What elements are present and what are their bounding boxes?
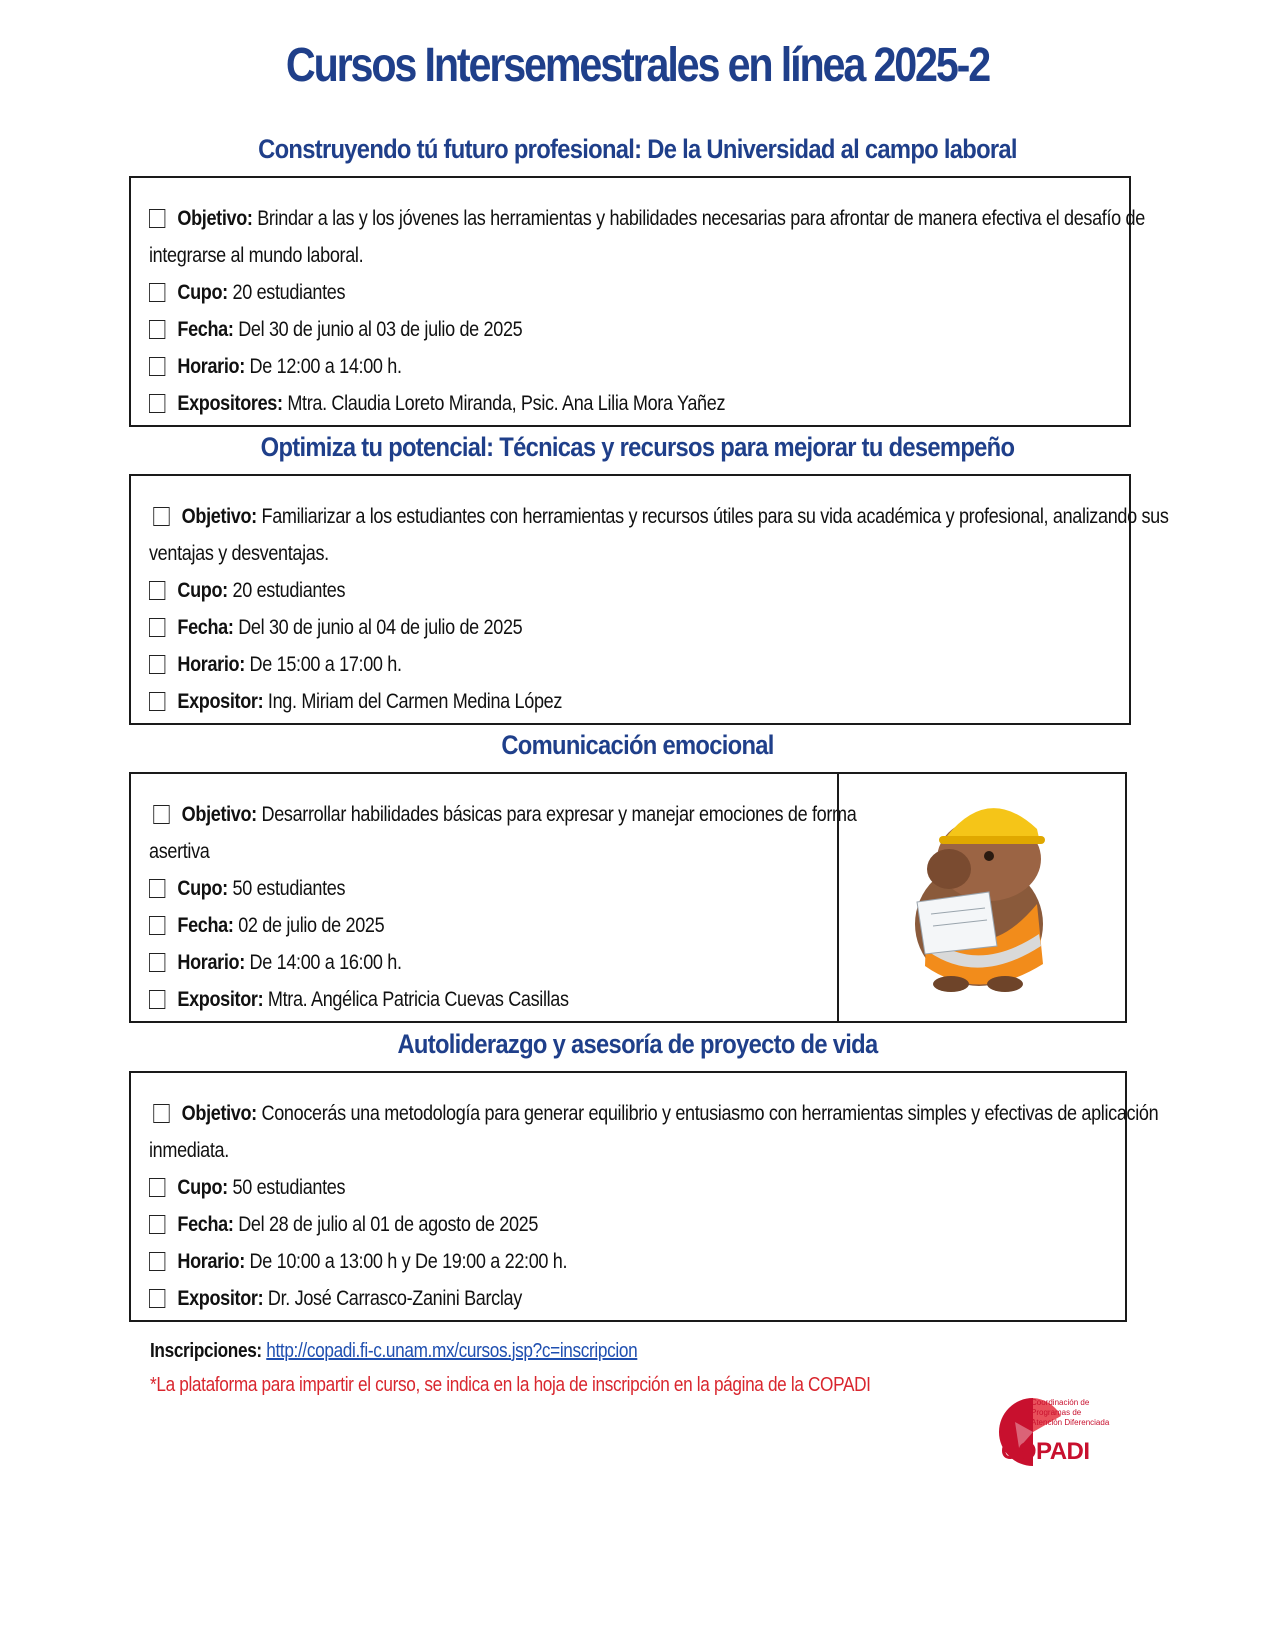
course-fecha: Fecha: 02 de julio de 2025	[149, 907, 823, 944]
course-objetivo-cont: integrarse al mundo laboral.	[149, 244, 364, 267]
checkbox[interactable]	[149, 320, 165, 339]
inscripciones-link[interactable]: http://copadi.fi-c.unam.mx/cursos.jsp?c=inscripcion	[266, 1340, 638, 1362]
course-fecha: Fecha: Del 30 de junio al 03 de julio de 2025	[149, 311, 1113, 348]
course-objetivo: Objetivo: Desarrollar habilidades básicas para expresar y manejar emociones de forma	[149, 796, 823, 833]
course-objetivo-cont: inmediata.	[149, 1139, 229, 1162]
checkbox[interactable]	[149, 209, 165, 228]
checkbox[interactable]	[149, 357, 165, 376]
course-horario: Horario: De 15:00 a 17:00 h.	[149, 646, 1113, 683]
copadi-logo	[995, 1392, 1155, 1472]
checkbox[interactable]	[153, 1104, 169, 1123]
checkbox[interactable]	[153, 805, 169, 824]
course-horario: Horario: De 14:00 a 16:00 h.	[149, 944, 823, 981]
checkbox[interactable]	[149, 916, 165, 935]
course-objetivo-cont: asertiva	[149, 840, 210, 863]
checkbox[interactable]	[149, 283, 165, 302]
inscripciones-line	[150, 1340, 637, 1363]
course-box-2	[129, 474, 1169, 725]
course-box-4	[129, 1071, 1159, 1322]
course-cupo: Cupo: 50 estudiantes	[149, 1169, 1109, 1206]
course-objetivo: Objetivo: Familiarizar a los estudiantes con herramientas y recursos útiles para su vida académica y profesional, analizando sus	[149, 498, 1113, 535]
checkbox[interactable]	[149, 953, 165, 972]
course-horario: Horario: De 10:00 a 13:00 h y De 19:00 a 22:00 h.	[149, 1243, 1109, 1280]
checkbox[interactable]	[149, 394, 165, 413]
course-objetivo: Objetivo: Conocerás una metodología para generar equilibrio y entusiasmo con herramientas simples y efectivas de aplicación	[149, 1095, 1109, 1132]
course-fecha: Fecha: Del 28 de julio al 01 de agosto de 2025	[149, 1206, 1109, 1243]
course-expositor: Expositores: Mtra. Claudia Loreto Miranda, Psic. Ana Lilia Mora Yañez	[149, 385, 1113, 422]
checkbox[interactable]	[149, 1289, 165, 1308]
page-title: Cursos Intersemestrales en línea 2025-2	[285, 39, 990, 92]
logo-name: COPADI	[1001, 1438, 1090, 1465]
course-title-3: Comunicación emocional	[501, 730, 774, 760]
course-objetivo-cont: ventajas y desventajas.	[149, 542, 329, 565]
course-expositor: Expositor: Mtra. Angélica Patricia Cuevas Casillas	[149, 981, 823, 1018]
checkbox[interactable]	[149, 879, 165, 898]
checkbox[interactable]	[149, 1252, 165, 1271]
course-expositor: Expositor: Dr. José Carrasco-Zanini Barclay	[149, 1280, 1109, 1317]
checkbox[interactable]	[149, 692, 165, 711]
checkbox[interactable]	[149, 655, 165, 674]
course-cupo: Cupo: 50 estudiantes	[149, 870, 823, 907]
checkbox[interactable]	[149, 1215, 165, 1234]
course-horario: Horario: De 12:00 a 14:00 h.	[149, 348, 1113, 385]
checkbox[interactable]	[149, 581, 165, 600]
course-box-3	[129, 772, 1127, 1023]
checkbox[interactable]	[149, 618, 165, 637]
checkbox[interactable]	[149, 1178, 165, 1197]
course-title-1: Construyendo tú futuro profesional: De la Universidad al campo laboral	[258, 134, 1017, 164]
inscripciones-label: Inscripciones:	[150, 1340, 262, 1362]
course-objetivo: Objetivo: Brindar a las y los jóvenes las herramientas y habilidades necesarias para afrontar de manera efectiva el desafío de	[149, 200, 1113, 237]
course-cupo: Cupo: 20 estudiantes	[149, 572, 1113, 609]
course-title-2: Optimiza tu potencial: Técnicas y recursos para mejorar tu desempeño	[260, 432, 1015, 462]
checkbox[interactable]	[153, 507, 169, 526]
course-box-1	[129, 176, 1145, 427]
capybara-mascot-image	[839, 774, 1125, 1021]
course-expositor: Expositor: Ing. Miriam del Carmen Medina López	[149, 683, 1113, 720]
course-cupo: Cupo: 20 estudiantes	[149, 274, 1113, 311]
platform-note: *La plataforma para impartir el curso, se indica en la hoja de inscripción en la página de la COPADI	[150, 1374, 871, 1396]
course-title-4: Autoliderazgo y asesoría de proyecto de vida	[397, 1029, 878, 1059]
checkbox[interactable]	[149, 990, 165, 1009]
course-fecha: Fecha: Del 30 de junio al 04 de julio de 2025	[149, 609, 1113, 646]
mascot-cell	[837, 774, 1125, 1021]
logo-tagline: Coordinación de Programas de Atención Diferenciada	[1031, 1398, 1110, 1427]
